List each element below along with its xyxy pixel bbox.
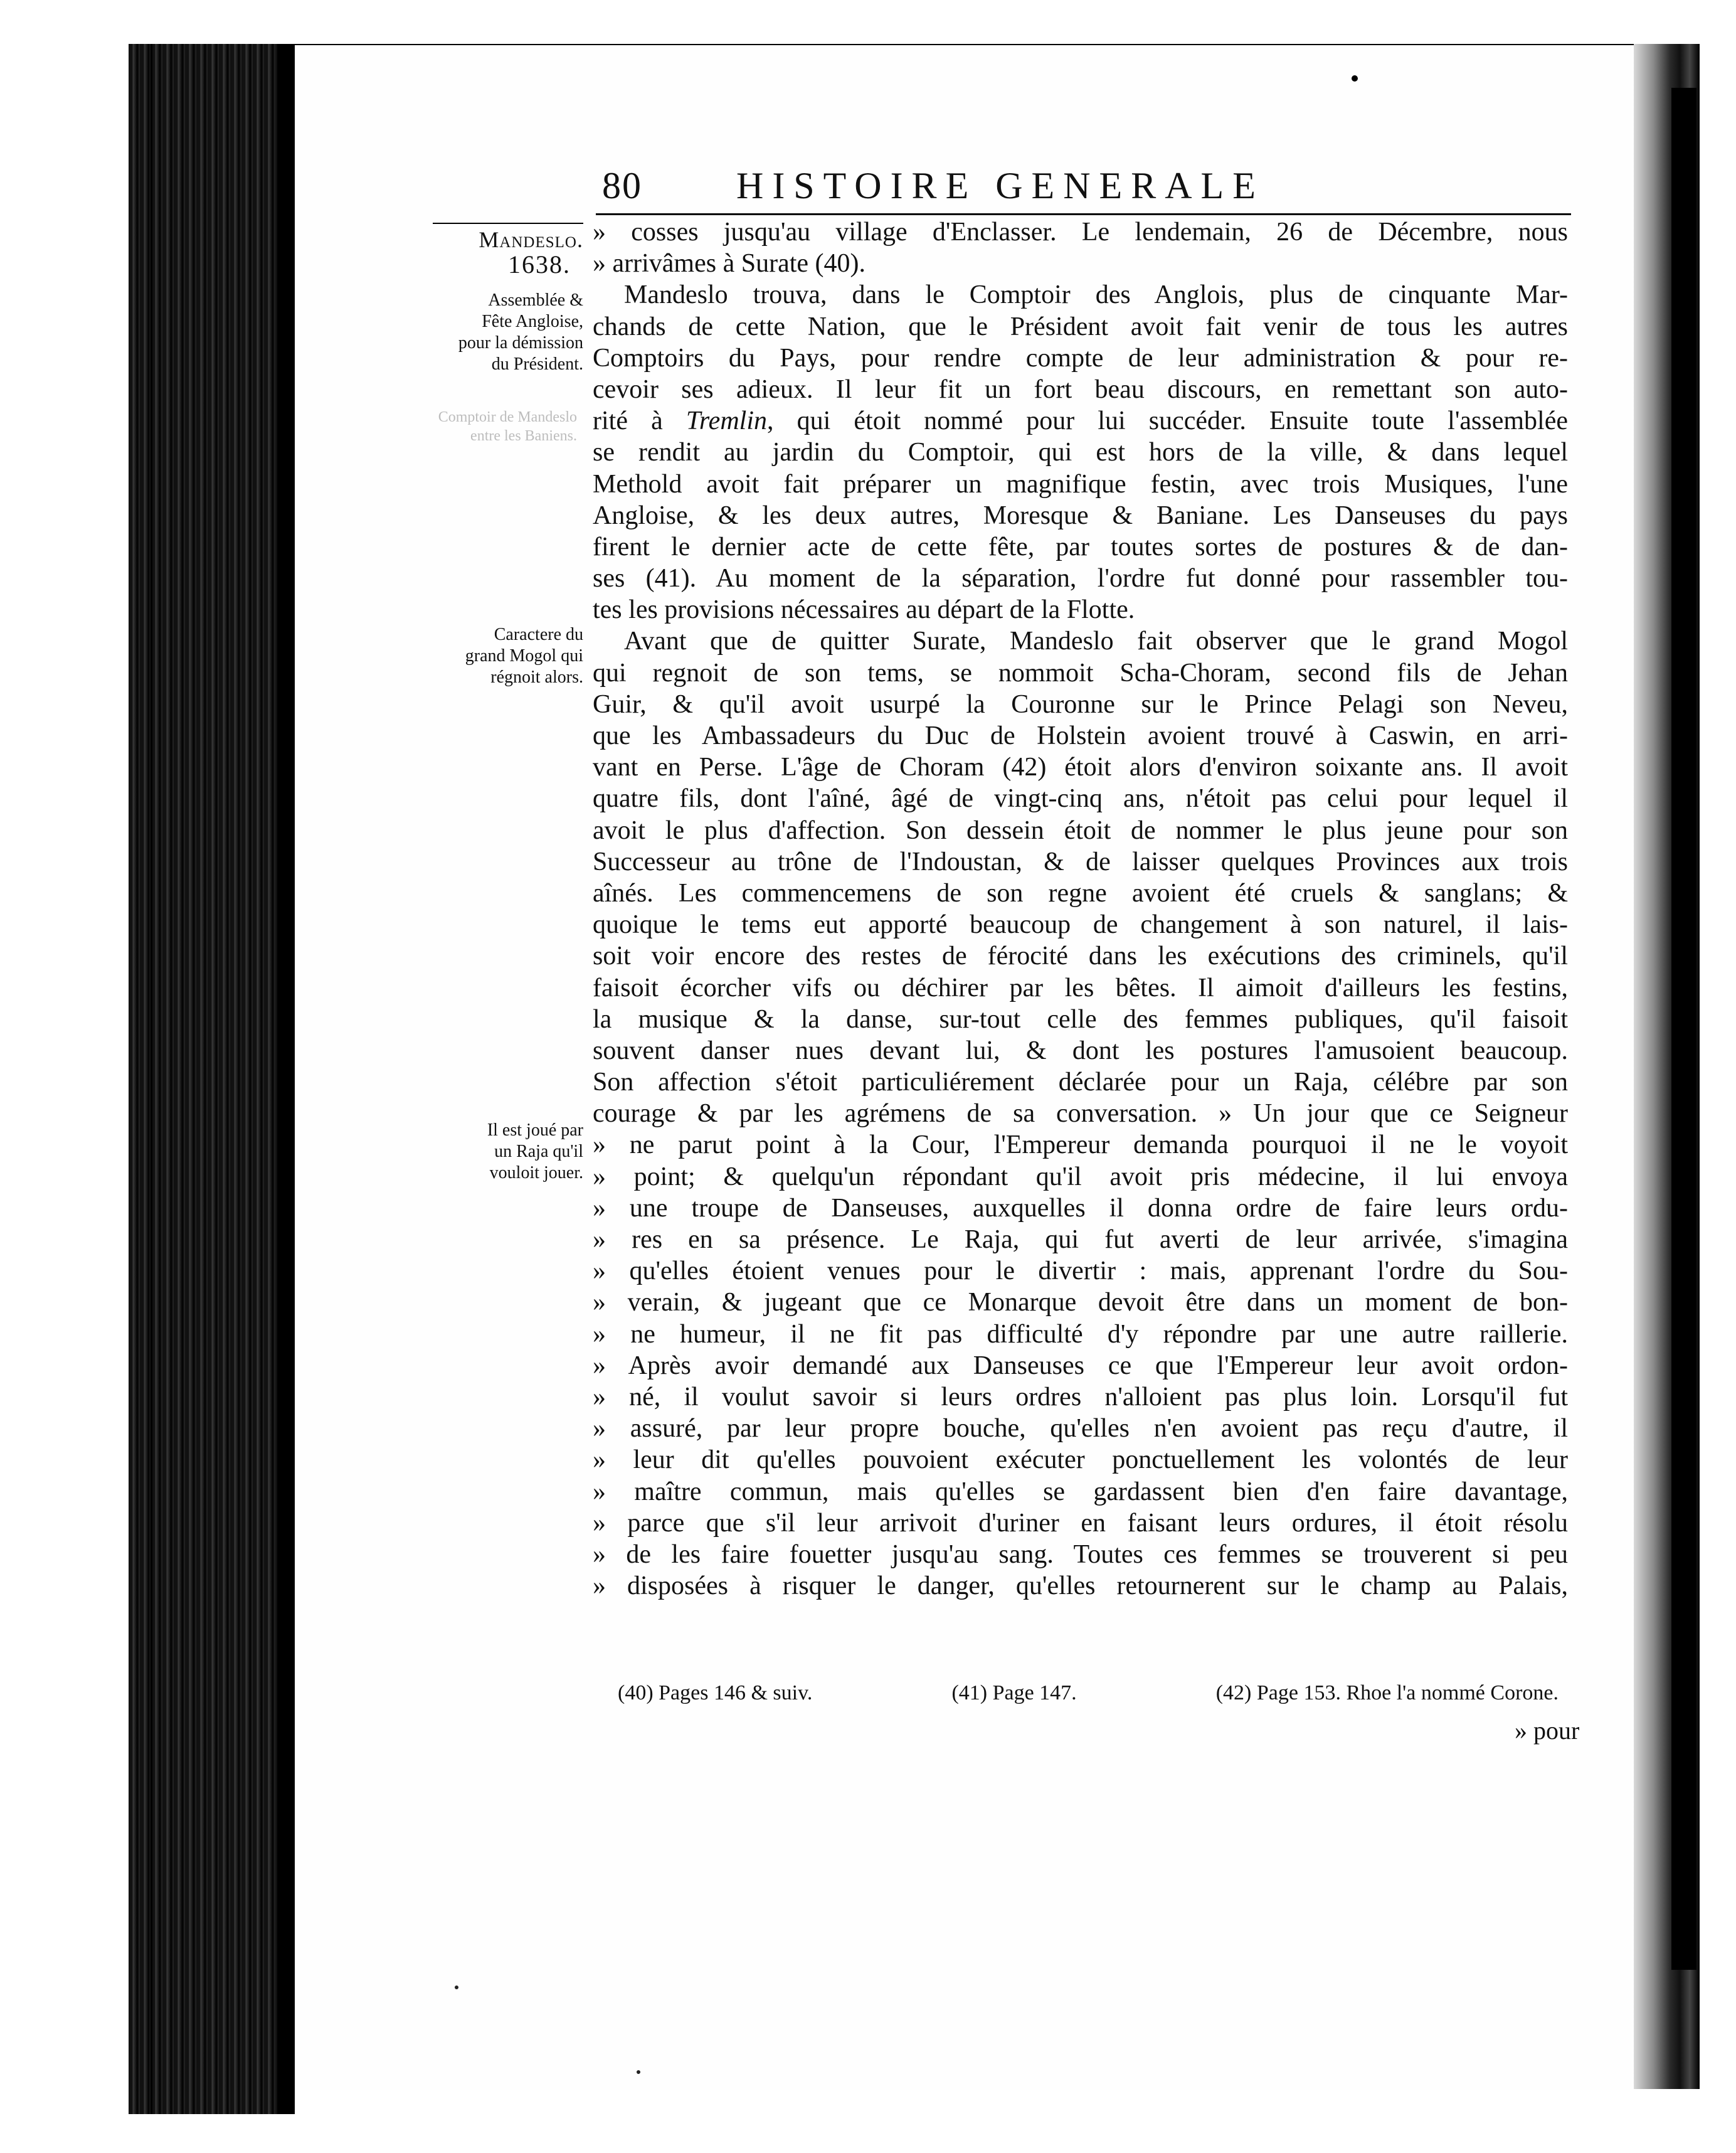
running-title: HISTOIRE GENERALE — [736, 165, 1264, 206]
text-line: » qu'elles étoient venues pour le divertir : mais, apprenant l'ordre du Sou- — [593, 1257, 1568, 1286]
running-head-rule — [596, 213, 1571, 215]
page-edge-dark — [1671, 88, 1696, 1970]
margin-bleedthrough: Comptoir de Mandeslo entre les Baniens. — [438, 409, 577, 444]
text-line: » disposées à risquer le danger, qu'elles retournerent sur le champ au Palais, — [593, 1571, 1568, 1601]
body-text — [593, 216, 1568, 1602]
text-line: » maître commun, mais qu'elles se gardassent bien d'en faire davantage, — [593, 1477, 1568, 1506]
catchword: » pour — [1515, 1716, 1580, 1745]
text-line: vant en Perse. L'âge de Choram (42) étoit alors d'environ soixante ans. Il avoit — [593, 753, 1568, 782]
text-line: qui regnoit de son tems, se nommoit Scha-Choram, second fils de Jehan — [593, 658, 1568, 688]
text-line: » point; & quelqu'un répondant qu'il avoit pris médecine, il lui envoya — [593, 1162, 1568, 1191]
text-line: courage & par les agrémens de sa conversation. » Un jour que ce Seigneur — [593, 1099, 1568, 1129]
text-line: Avant que de quitter Surate, Mandeslo fait observer que le grand Mogol — [624, 627, 1568, 656]
text-line: Methold avoit fait préparer un magnifique festin, avec trois Musiques, l'une — [593, 469, 1568, 499]
text-line: se rendit au jardin du Comptoir, qui est hors de la ville, & dans lequel — [593, 438, 1568, 467]
text-line: faisoit écorcher vifs ou déchirer par les bêtes. Il aimoit d'ailleurs les festins, — [593, 973, 1568, 1002]
text-line: tes les provisions nécessaires au départ de la Flotte. — [593, 595, 1135, 625]
spine-line — [151, 44, 152, 2114]
text-line: ses (41). Au moment de la séparation, l'ordre fut donné pour rassembler tou- — [593, 564, 1568, 593]
text-line: » ne humeur, il ne fit pas difficulté d'y répondre par une autre raillerie. — [593, 1319, 1568, 1349]
page-number: 80 — [602, 165, 642, 206]
italic-name: Tremlin — [685, 407, 767, 436]
margin-note-raja: Il est joué par un Raja qu'il vouloit jouer. — [487, 1120, 583, 1183]
text-line: » leur dit qu'elles pouvoient exécuter ponctuellement les volontés de leur — [593, 1445, 1568, 1475]
footnote-41: (41) Page 147. — [951, 1681, 1077, 1704]
text-line: souvent danser nues devant lui, & dont les postures l'amusoient beaucoup. — [593, 1036, 1568, 1065]
scan-background-left — [0, 0, 129, 2153]
text-line: rité à Tremlin, qui étoit nommé pour lui succéder. Ensuite toute l'assemblée — [593, 407, 1568, 436]
text-line: que les Ambassadeurs du Duc de Holstein avoient trouvé à Caswin, en arri- — [593, 721, 1568, 750]
ink-speck — [1352, 75, 1358, 82]
text-line: » ne parut point à la Cour, l'Empereur demanda pourquoi il ne le voyoit — [593, 1130, 1568, 1160]
text-line: aînés. Les commencemens de son regne avoient été cruels & sanglans; & — [593, 878, 1568, 908]
text-line: quoique le tems eut apporté beaucoup de changement à son naturel, il lais- — [593, 910, 1568, 940]
ink-speck — [637, 2070, 640, 2074]
text-line: » res en sa présence. Le Raja, qui fut averti de leur arrivée, s'imagina — [593, 1225, 1568, 1254]
text-line: » né, il voulut savoir si leurs ordres n'alloient pas plus loin. Lorsqu'il fut — [593, 1382, 1568, 1411]
text-line: chands de cette Nation, que le Président avoit fait venir de tous les autres — [593, 312, 1568, 341]
text-line: Angloise, & les deux autres, Moresque & Baniane. Les Danseuses du pays — [593, 501, 1568, 530]
running-head — [602, 164, 1580, 208]
ink-speck — [455, 1986, 458, 1989]
text-line: » assuré, par leur propre bouche, qu'elles n'en avoient pas reçu d'autre, il — [593, 1414, 1568, 1443]
footnotes — [618, 1681, 1559, 1705]
text-line: Successeur au trône de l'Indoustan, & de laisser quelques Provinces aux trois — [593, 847, 1568, 876]
margin-note-mogol: Caractere du grand Mogol qui régnoit alors. — [465, 625, 583, 687]
text-line: la musique & la danse, sur-tout celle des femmes publiques, qu'il faisoit — [593, 1004, 1568, 1034]
margin-author: Mandeslo. — [433, 223, 583, 253]
text-line: avoit le plus d'affection. Son dessein étoit de nommer le plus jeune pour son — [593, 816, 1568, 845]
text-line: » arrivâmes à Surate (40). — [593, 249, 865, 279]
text-line: » verain, & jugeant que ce Monarque devoit être dans un moment de bon- — [593, 1288, 1568, 1317]
footnote-40: (40) Pages 146 & suiv. — [618, 1681, 813, 1704]
text-line: » Après avoir demandé aux Danseuses ce que l'Empereur leur avoit ordon- — [593, 1351, 1568, 1380]
text-line: quatre fils, dont l'aîné, âgé de vingt-cinq ans, n'étoit pas celui pour lequel il — [593, 784, 1568, 814]
margin-year: 1638. — [508, 250, 571, 279]
text-line: firent le dernier acte de cette fête, par toutes sortes de postures & de dan- — [593, 532, 1568, 561]
text-line: » cosses jusqu'au village d'Enclasser. Le lendemain, 26 de Décembre, nous — [593, 218, 1568, 247]
footnote-42: (42) Page 153. Rhoe l'a nommé Corone. — [1215, 1681, 1559, 1704]
text-line: cevoir ses adieux. Il leur fit un fort beau discours, en remettant son auto- — [593, 375, 1568, 404]
text-line: Guir, & qu'il avoit usurpé la Couronne sur le Prince Pelagi son Neveu, — [593, 689, 1568, 719]
book-binding — [129, 44, 295, 2114]
text-line: Comptoirs du Pays, pour rendre compte de leur administration & pour re- — [593, 343, 1568, 373]
margin-note-assembly: Assemblée & Fête Angloise, pour la démission du Président. — [458, 290, 583, 374]
text-line: soit voir encore des restes de férocité dans les exécutions des criminels, qu'il — [593, 942, 1568, 971]
text-line: » une troupe de Danseuses, auxquelles il donna ordre de faire leurs ordu- — [593, 1193, 1568, 1223]
text-line: Mandeslo trouva, dans le Comptoir des Anglois, plus de cinquante Mar- — [624, 280, 1568, 310]
text-line: Son affection s'étoit particuliérement déclarée pour un Raja, célébre par son — [593, 1068, 1568, 1097]
text-line: » de les faire fouetter jusqu'au sang. Toutes ces femmes se trouverent si peu — [593, 1539, 1568, 1569]
text-line: » parce que s'il leur arrivoit d'uriner en faisant leurs ordures, il étoit résolu — [593, 1508, 1568, 1538]
